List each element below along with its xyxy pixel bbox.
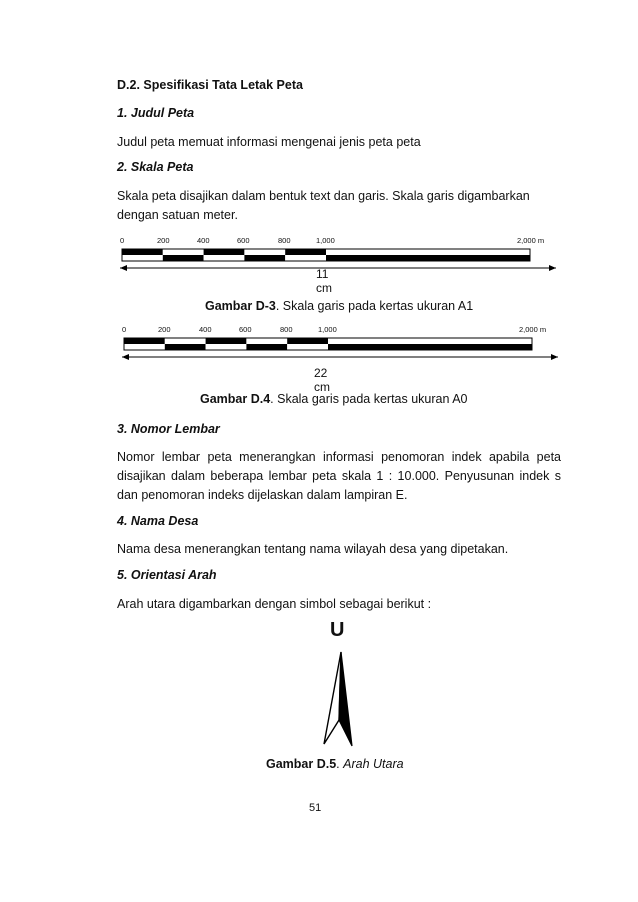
caption-d5 [266,757,404,771]
scale-segment-bottom [287,344,328,350]
section-1-title: 1. Judul Peta [117,106,195,120]
tick-label: 0 [120,236,125,245]
section-d2-title: D.2. Spesifikasi Tata Letak Peta [117,78,303,92]
section-3-body-line3: dan penomoran indeks dijelaskan dalam lampiran E. [117,488,408,502]
tick-label: 0 [122,325,127,334]
tick-label: 2,000 m [519,325,547,334]
section-3-body-line2: disajikan dalam beberapa lembar peta skala 1 : 10.000. Penyusunan indek s [117,469,561,483]
section-5-title: 5. Orientasi Arah [117,568,217,582]
scale-segment-top [165,338,206,344]
tick-label: 400 [197,236,210,245]
tick-label: 600 [239,325,252,334]
scale-segment-top [206,338,247,344]
length-label-22cm: 22 cm [314,366,330,394]
caption-d4 [200,392,468,406]
caption-d5-text: Arah Utara [343,757,404,771]
section-5-body: Arah utara digambarkan dengan simbol sebagai berikut : [117,597,432,611]
page-number: 51 [309,802,322,814]
tick-label: 800 [278,236,291,245]
section-2-body-line2: dengan satuan meter. [117,208,238,222]
tick-label: 2,000 m [517,236,545,245]
scale-segment-top [124,338,165,344]
scale-segment-bottom [124,344,165,350]
caption-d4-label: Gambar D.4 [200,392,271,406]
section-3-title: 3. Nomor Lembar [117,422,220,436]
scale-segment-top [328,338,532,344]
tick-label: 1,000 [316,236,335,245]
scale-segment-top [246,338,287,344]
section-2-title: 2. Skala Peta [117,160,194,174]
caption-d5-label: Gambar D.5 [266,757,337,771]
section-4-body: Nama desa menerangkan tentang nama wilayah desa yang dipetakan. [117,542,509,556]
scale-segment-bottom [165,344,206,350]
dimension-arrow-left [122,354,129,360]
dimension-arrow-right [551,354,558,360]
caption-d3-text: . Skala garis pada kertas ukuran A1 [275,299,474,313]
tick-label: 1,000 [318,325,337,334]
section-4-title: 4. Nama Desa [117,514,199,528]
tick-label: 200 [158,325,171,334]
tick-label: 400 [199,325,212,334]
length-label-11cm: 11 cm [316,267,332,295]
section-2-body-line1: Skala peta disajikan dalam bentuk text dan garis. Skala garis digambarkan [117,189,530,203]
north-arrow-icon [319,650,359,750]
scale-segment-bottom [206,344,247,350]
section-3-body-line1: Nomor lembar peta menerangkan informasi penomoran indek apabila peta [117,450,561,464]
caption-d3-label: Gambar D-3 [205,299,276,313]
scale-segment-bottom [246,344,287,350]
north-arrow-letter: U [330,619,345,641]
caption-d4-text: . Skala garis pada kertas ukuran A0 [270,392,468,406]
tick-label: 600 [237,236,250,245]
tick-label: 200 [157,236,170,245]
scale-segment-top [287,338,328,344]
scale-segment-bottom [328,344,532,350]
tick-label: 800 [280,325,293,334]
section-1-body: Judul peta memuat informasi mengenai jenis peta peta [117,135,421,149]
caption-d5-sep: . [336,757,344,771]
